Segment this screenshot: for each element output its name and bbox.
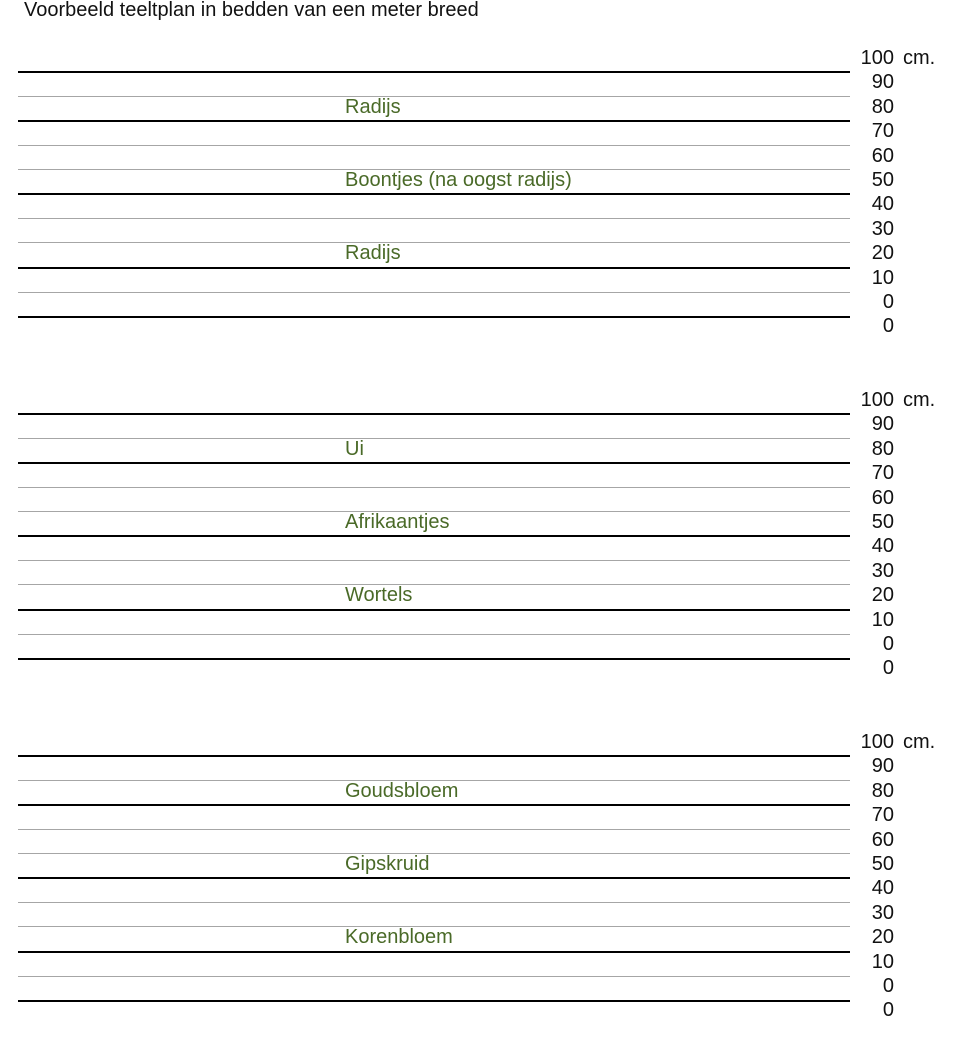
crop-label: Radijs <box>345 95 401 118</box>
scale-label: 70 <box>871 462 894 485</box>
bed-guide-line <box>18 976 850 977</box>
scale-label: 50 <box>871 853 894 875</box>
bed-row-line <box>18 609 850 611</box>
scale-label: 30 <box>871 901 894 924</box>
bed-row-line <box>18 462 850 464</box>
bed-guide-line <box>18 584 850 585</box>
bed-row-line <box>18 1000 850 1002</box>
bed-row-line <box>18 658 850 660</box>
scale-label: 0 <box>882 633 894 655</box>
crop-label: Afrikaantjes <box>345 511 450 533</box>
scale-unit: cm. <box>903 731 936 753</box>
bed-row-line <box>18 877 850 879</box>
scale-unit: cm. <box>903 47 936 69</box>
bed-row-line <box>18 71 850 73</box>
scale-label: 80 <box>871 779 894 802</box>
bed-plan <box>0 388 953 708</box>
bed-plan <box>0 46 953 366</box>
bed-guide-line <box>18 560 850 561</box>
bed-row-line <box>18 535 850 537</box>
bed-guide-line <box>18 292 850 293</box>
scale-label: 20 <box>871 584 894 607</box>
bed-guide-line <box>18 145 850 146</box>
scale-label: 30 <box>871 217 894 240</box>
bed-guide-line <box>18 242 850 243</box>
scale-label: 100 <box>860 47 894 69</box>
scale-label: 40 <box>871 193 894 216</box>
bed-row-line <box>18 755 850 757</box>
scale-label: 0 <box>882 975 894 997</box>
bed-row-line <box>18 413 850 415</box>
scale-label: 50 <box>871 169 894 191</box>
bed-guide-line <box>18 438 850 439</box>
scale-label: 90 <box>871 71 894 94</box>
bed-row-line <box>18 267 850 269</box>
bed-guide-line <box>18 829 850 830</box>
scale-unit: cm. <box>903 389 936 411</box>
scale-label: 70 <box>871 120 894 143</box>
scale-label: 0 <box>882 291 894 313</box>
scale-label: 20 <box>871 242 894 265</box>
bed-guide-line <box>18 634 850 635</box>
scale-label: 80 <box>871 95 894 118</box>
scale-label: 0 <box>882 315 894 338</box>
crop-label: Korenbloem <box>345 926 453 949</box>
scale-label: 10 <box>871 266 894 289</box>
crop-label: Gipskruid <box>345 853 430 875</box>
bed-row-line <box>18 804 850 806</box>
scale-label: 60 <box>871 486 894 509</box>
scale-label: 30 <box>871 559 894 582</box>
bed-guide-line <box>18 487 850 488</box>
crop-label: Ui <box>345 437 364 460</box>
scale-label: 60 <box>871 144 894 167</box>
scale-label: 20 <box>871 926 894 949</box>
scale-label: 10 <box>871 950 894 973</box>
scale-label: 50 <box>871 511 894 533</box>
page-title: Voorbeeld teeltplan in bedden van een meter breed <box>24 0 479 21</box>
scale-label: 100 <box>860 731 894 753</box>
scale-label: 0 <box>882 999 894 1022</box>
bed-guide-line <box>18 218 850 219</box>
crop-label: Radijs <box>345 242 401 265</box>
scale-label: 60 <box>871 828 894 851</box>
bed-guide-line <box>18 853 850 854</box>
bed-row-line <box>18 120 850 122</box>
scale-label: 70 <box>871 804 894 827</box>
crop-label: Goudsbloem <box>345 779 459 802</box>
scale-label: 10 <box>871 608 894 631</box>
scale-label: 0 <box>882 657 894 680</box>
bed-row-line <box>18 951 850 953</box>
bed-row-line <box>18 193 850 195</box>
scale-label: 80 <box>871 437 894 460</box>
scale-label: 100 <box>860 389 894 411</box>
bed-plan <box>0 730 953 1050</box>
crop-label: Wortels <box>345 584 413 607</box>
bed-guide-line <box>18 96 850 97</box>
scale-label: 90 <box>871 413 894 436</box>
bed-row-line <box>18 316 850 318</box>
crop-label: Boontjes (na oogst radijs) <box>345 169 572 191</box>
bed-guide-line <box>18 902 850 903</box>
scale-label: 40 <box>871 535 894 558</box>
scale-label: 40 <box>871 877 894 900</box>
scale-label: 90 <box>871 755 894 778</box>
